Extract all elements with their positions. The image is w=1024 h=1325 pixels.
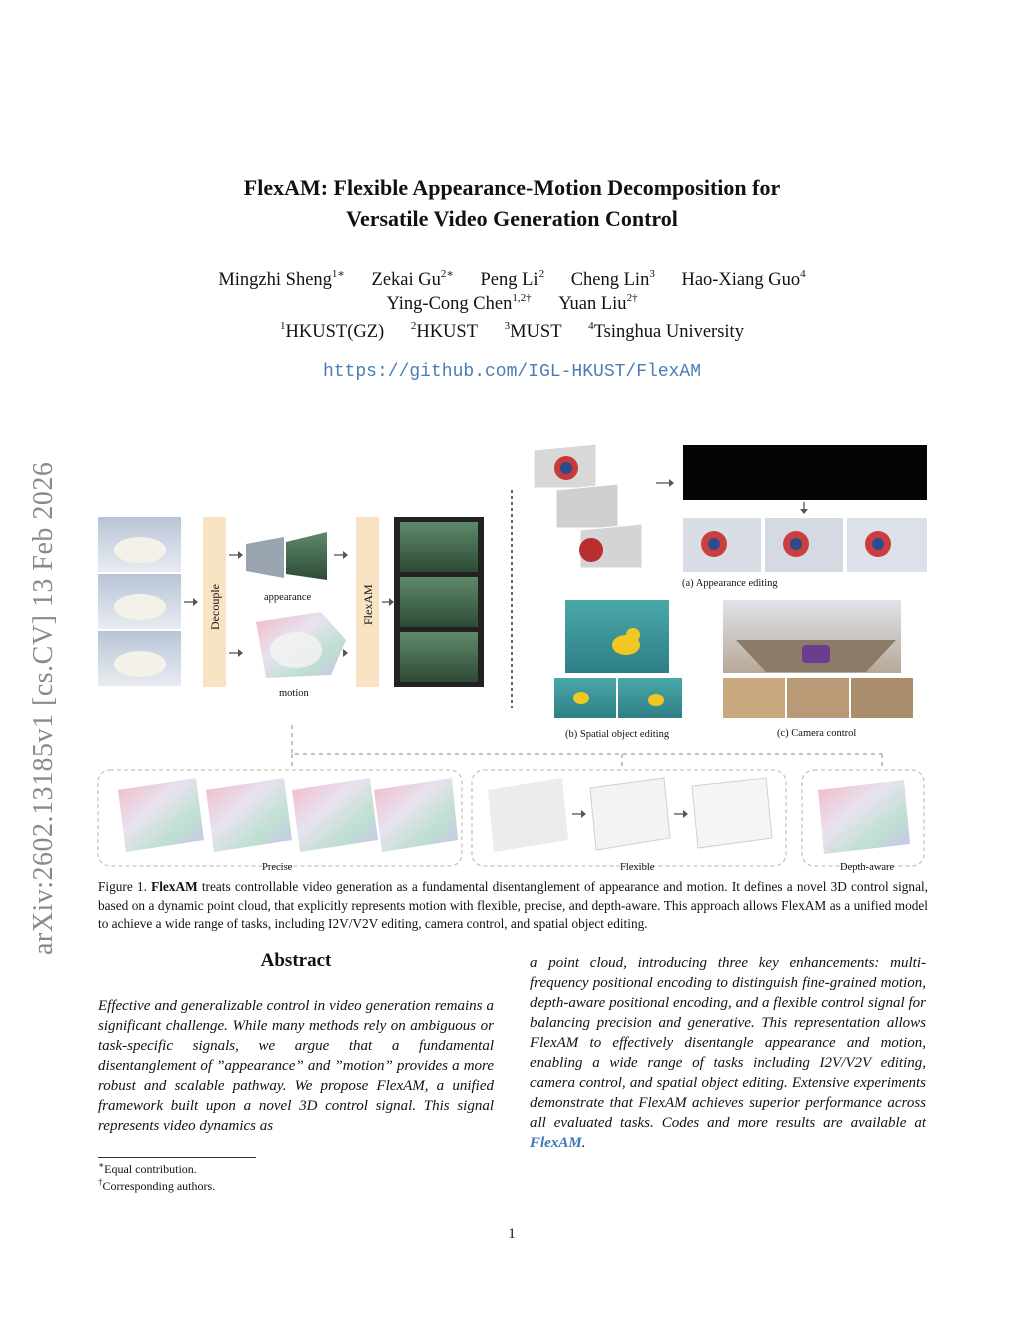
authors-row-1	[0, 268, 1024, 292]
author: Mingzhi Sheng$^{1∗}$	[218, 268, 345, 290]
page-number: 1	[508, 1226, 516, 1242]
arxiv-id: arXiv:2602.13185v1 [cs.CV] 13 Feb 2026	[28, 461, 59, 955]
paper-title	[0, 172, 1024, 234]
motion-label: motion	[279, 688, 309, 699]
title-line-1: FlexAM: Flexible Appearance-Motion Decomposition for	[243, 175, 781, 200]
abstract-heading: Abstract	[260, 950, 332, 971]
author: Yuan Liu$^{2\dagger}$	[558, 292, 638, 314]
author: Peng Li$^2$	[480, 268, 545, 290]
output-video-frames	[394, 517, 484, 687]
decouple-label: Decouple	[208, 584, 222, 630]
input-video-frames	[98, 517, 181, 686]
abstract-text-left: Effective and generalizable control in video generation remains a significant challenge. While many methods rely on ambiguous or task-specific signals, we argue that a fundamental disentanglement of ”appearance” and ”motion” provides a more robust and scalable pathway. We propose FlexAM, a unified framework built upon a novel 3D control signal. This signal represents video dynamics as	[98, 998, 494, 1134]
author: Hao-Xiang Guo$^4$	[681, 268, 806, 290]
appearance-thumbnails	[246, 532, 327, 580]
figure-1	[96, 440, 932, 874]
appearance-editing-label: (a) Appearance editing	[682, 578, 778, 589]
appearance-editing-panel	[534, 444, 927, 572]
author: Zekai $Gu^{2∗}$	[371, 268, 454, 290]
affiliation: $^3$MUST	[504, 320, 562, 342]
arxiv-sidebar	[18, 370, 62, 960]
footnote-corresponding: †Corresponding authors.	[98, 1177, 216, 1193]
affiliation: $^1$HKUST(GZ)	[280, 320, 385, 342]
flexam-label: FlexAM	[361, 584, 375, 625]
depth-aware-panel	[802, 770, 924, 866]
figure-caption: Figure 1. FlexAM treats controllable video generation as a fundamental disentanglement of appearance and motion. It defines a novel 3D control signal, based on a dynamic point cloud, that explicitly represents motion with flexible, precise, and depth-aware. This approach allows FlexAM as a unified model to achieve a wide range of tasks, including I2V/V2V editing, camera control, and spatial object editing.	[98, 879, 928, 931]
footnote-equal: ∗Equal contribution.	[98, 1160, 197, 1176]
camera-control-panel	[723, 600, 913, 718]
affiliation: $^2$HKUST	[410, 320, 478, 342]
depth-aware-label: Depth-aware	[840, 862, 895, 873]
camera-control-label: (c) Camera control	[777, 728, 857, 739]
flexible-label: Flexible	[620, 862, 655, 873]
flexible-panel	[472, 770, 786, 866]
authors-row-2	[0, 292, 1024, 316]
author: Cheng Lin$^3$	[570, 268, 655, 290]
affiliation: $^4$Tsinghua University	[588, 320, 744, 342]
flexam-link[interactable]: FlexAM	[530, 1135, 582, 1151]
spatial-editing-label: (b) Spatial object editing	[565, 729, 670, 740]
motion-point-cloud	[256, 612, 346, 678]
spatial-editing-panel	[554, 600, 682, 718]
author-list	[0, 268, 1024, 316]
footnote-rule	[98, 1157, 256, 1158]
abstract-text-right: a point cloud, introducing three key enhancements: multi-frequency positional encoding to distinguish fine-grained motion, depth-aware positional encoding, and a flexible control signal for balancing precision and generative. This representation allows FlexAM to effectively disentangle appearance and motion, enabling a wide range of tasks including I2V/V2V editing, camera control, and spatial object editing. Extensive experiments demonstrate that FlexAM achieves superior performance across all evaluated tasks. Codes and more results are available at FlexAM.	[530, 955, 926, 1151]
precise-label: Precise	[262, 862, 293, 873]
project-link[interactable]: https://github.com/IGL-HKUST/FlexAM	[322, 362, 702, 382]
precise-panel	[98, 770, 462, 866]
title-line-2: Versatile Video Generation Control	[346, 206, 678, 231]
author: Ying-Cong Chen$^{1,2\dagger}$	[386, 292, 532, 314]
affiliations	[0, 322, 1024, 343]
appearance-label: appearance	[264, 592, 312, 603]
